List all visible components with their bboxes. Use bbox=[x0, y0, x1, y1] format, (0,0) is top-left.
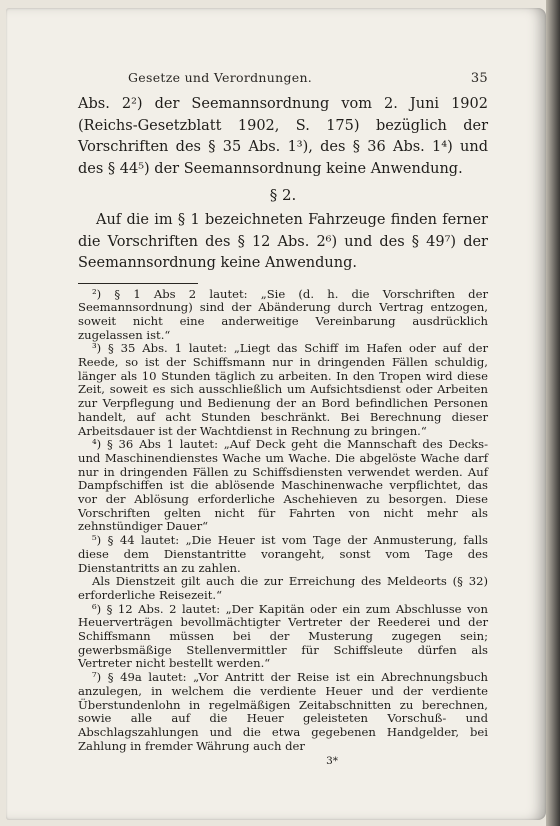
footnote-divider bbox=[78, 283, 198, 284]
running-head-title: Gesetze und Verordnungen. bbox=[128, 70, 313, 85]
page-number: 35 bbox=[470, 71, 488, 86]
footnote-3: ³) § 35 Abs. 1 lautet: „Liegt das Schiff im Hafen oder auf der Reede, so ist der Schiffsmann nur in dringenden Fällen schuldig, länger als 10 Stunden täglich zu arbeiten. In den Tropen wird diese Zeit, soweit es sich ausschließlich um Aufsichtsdienst oder Arbeiten zur Verpflegung und Bedienung der an Bord befindlichen Personen handelt, auf acht Stunden beschränkt. Bei Berechnung dieser Arbeitsdauer ist der Wachtdienst in Rechnung zu bringen.“ bbox=[78, 341, 488, 438]
paragraph-2: Auf die im § 1 bezeichneten Fahrzeuge finden ferner die Vorschriften des § 12 Abs. 2⁶) und des § 49⁷) der Seemannsordnung keine Anwendung. bbox=[78, 212, 488, 271]
footnote-5: ⁵) § 44 lautet: „Die Heuer ist vom Tage der Anmusterung, falls diese dem Dienstantritte vorangeht, sonst vom Tage des Dienstantritts an zu zahlen. bbox=[78, 533, 488, 575]
footnote-7: ⁷) § 49a lautet: „Vor Antritt der Reise ist ein Abrechnungsbuch anzulegen, in welchem die verdiente Heuer und der verdiente Überstundenlohn in regelmäßigen Zeitabschnitten zu berechnen, sowie alle auf die Heuer geleisteten Vorschuß- und Abschlagszahlungen und die etwa gegebenen Handgelder, bei Zahlung in fremder Währung auch der bbox=[78, 670, 488, 753]
signature-mark: 3* bbox=[326, 755, 338, 768]
page-content bbox=[78, 70, 488, 767]
running-head bbox=[78, 70, 488, 86]
footnote-2: ²) § 1 Abs 2 lautet: „Sie (d. h. die Vorschriften der Seemannsordnung) sind der Abänderung durch Vertrag entzogen, soweit nicht eine anderweitige Vereinbarung ausdrücklich zugelassen ist.“ bbox=[78, 286, 488, 342]
page-edge-shadow bbox=[546, 0, 560, 826]
footnotes bbox=[78, 288, 488, 754]
footnote-4: ⁴) § 36 Abs 1 lautet: „Auf Deck geht die Mannschaft des Decks- und Maschinendienstes Wache um Wache. Die abgelöste Wache darf nur in dringenden Fällen zu Schiffsdiensten verwendet werden. Auf Dampfschiffen ist die ablösende Maschinenwache verpflichtet, das vor der Ablösung erforderliche Aschehieven zu besorgen. Diese Vorschriften gelten nicht für Fahrten von nicht mehr als zehnstündiger Dauer“ bbox=[78, 437, 488, 534]
paragraph-1: Abs. 2²) der Seemannsordnung vom 2. Juni 1902 (Reichs-Gesetzblatt 1902, S. 175) bezüglich der Vorschriften des § 35 Abs. 1³), des § 36 Abs. 1⁴) und des § 44⁵) der Seemannsordnung keine Anwendung. bbox=[78, 96, 488, 177]
main-text bbox=[78, 94, 488, 275]
footnote-5-continued: Als Dienstzeit gilt auch die zur Erreichung des Meldeorts (§ 32) erforderliche Reisezeit.“ bbox=[78, 574, 488, 602]
footnote-6: ⁶) § 12 Abs. 2 lautet: „Der Kapitän oder ein zum Abschlusse von Heuerverträgen bevollmächtigter Vertreter der Reederei und der Schiffsmann müssen bei der Musterung zugegen sein; gewerbsmäßige Stellenvermittler für Schiffsleute dürfen als Vertreter nicht bestellt werden.“ bbox=[78, 601, 488, 671]
section-heading: § 2. bbox=[269, 186, 297, 204]
